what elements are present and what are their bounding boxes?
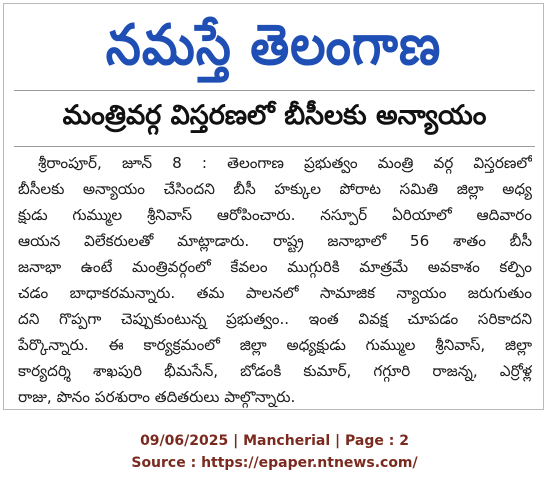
article-line: కార్యదర్శి శాఖపురి భీమసేన్, బోడంకి కుమార్, గగ్గూరి రాజన్న, ఎర్రోళ్ల [18, 362, 532, 380]
article-headline: మంత్రివర్గ విస్తరణలో బీసీలకు అన్యాయం [62, 100, 487, 131]
article-line: రాజు, పొనం పరశురాం తదితరులు పాల్గొన్నారు. [18, 388, 296, 406]
article-line: చడం బాధాకరమన్నారు. తమ పాలనలో సామాజిక న్యాయం జరుగుతుం [18, 284, 532, 302]
top-divider [14, 90, 535, 91]
article-line: ఆయన విలేకరులతో మాట్లాడారు. రాష్ట్ర జనాభాలో 56 శాతం బీసీ [18, 232, 532, 250]
newspaper-clipping [3, 3, 544, 410]
article-line: దని గొప్పగా చెప్పుకుంటున్న ప్రభుత్వం.. ఇంత వివక్ష చూపడం సరికాదని [18, 310, 532, 328]
source-credit: Source : https://epaper.ntnews.com/ [131, 455, 418, 471]
article-line: శ్రీరాంపూర్, జూన్ 8 : తెలంగాణ ప్రభుత్వం మంత్రి వర్గ విస్తరణలో [38, 154, 532, 172]
article-line: పేర్కొన్నారు. ఈ కార్యక్రమంలో జిల్లా అధ్యక్షుడు గుమ్ముల శ్రీనివాస్, జిల్లా [18, 336, 532, 354]
article-line: జనాభా ఉంటే మంత్రివర్గంలో కేవలం ముగ్గురికి మాత్రమే అవకాశం కల్పిం [18, 258, 532, 276]
article-body [18, 150, 532, 410]
masthead [4, 6, 543, 84]
article-line: బీసీలకు అన్యాయం చేసిందని బీసీ హక్కుల పోరాట సమితి జిల్లా అధ్య [18, 180, 532, 198]
headline-divider [14, 146, 535, 147]
article-line: క్షుడు గుమ్ముల శ్రీనివాస్ ఆరోపించారు. నస్పూర్ ఏరియాలో ఆదివారం [18, 206, 532, 224]
edition-info: 09/06/2025 | Mancherial | Page : 2 [140, 433, 409, 449]
masthead-title: నమస్తే తెలంగాణ [105, 12, 442, 78]
